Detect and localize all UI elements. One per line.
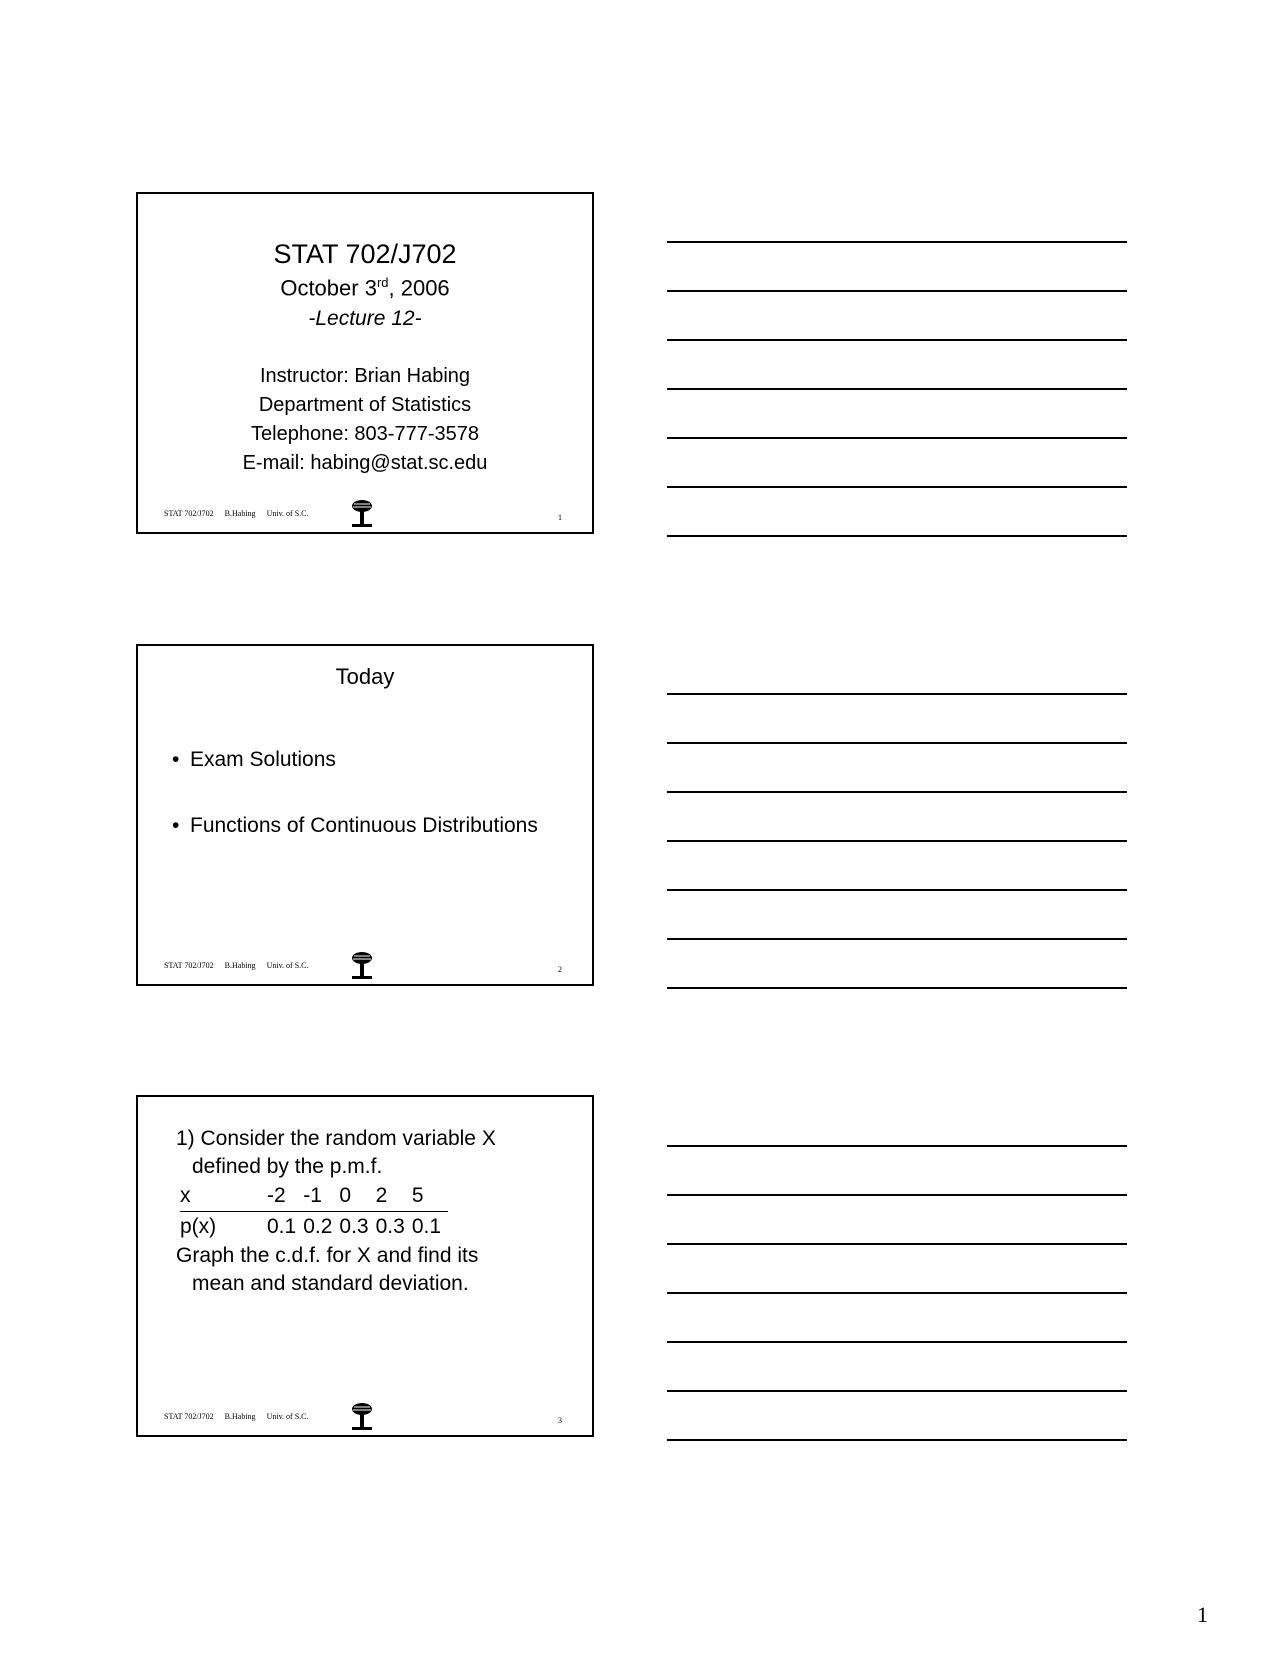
note-line [667,388,1127,390]
note-line [667,742,1127,744]
note-line [667,535,1127,537]
note-line [667,840,1127,842]
bullet-item: • Functions of Continuous Distributions [172,812,552,840]
problem-line: Graph the c.d.f. for X and find its [176,1244,479,1267]
slide-3 [136,1095,594,1437]
slide-footer: STAT 702/J702 B.Habing Univ. of S.C. [164,509,309,518]
note-line [667,1243,1127,1245]
page-number: 1 [1197,1602,1208,1627]
problem-line: 1) Consider the random variable X [176,1127,496,1150]
table-cell: 0 [339,1181,375,1212]
table-cell: 5 [412,1181,448,1212]
note-line [667,987,1127,989]
table-cell: 0.2 [303,1215,333,1238]
slide-2 [136,644,594,986]
department-line: Department of Statistics [258,394,472,416]
table-row [180,1212,448,1243]
table-cell: 2 [376,1181,412,1212]
p-label: p(x) [180,1215,217,1238]
problem-line: defined by the p.m.f. [192,1155,383,1178]
table-cell: -2 [267,1181,303,1212]
slide-footer: STAT 702/J702 B.Habing Univ. of S.C. [164,961,309,970]
note-line [667,1341,1127,1343]
pmf-table [180,1181,448,1242]
palmetto-logo-icon [348,498,376,530]
x-label: x [180,1181,267,1212]
table-cell: 0.1 [267,1215,297,1238]
table-cell: 0.3 [375,1215,405,1238]
note-line [667,486,1127,488]
note-line [667,1390,1127,1392]
note-line [667,1194,1127,1196]
lecture-number: -Lecture 12- [308,307,422,330]
bullet-list [172,746,552,878]
palmetto-logo-icon [348,950,376,982]
telephone-line: Telephone: 803-777-3578 [251,423,479,445]
note-line [667,693,1127,695]
slide-title: STAT 702/J702 [273,239,457,269]
note-line [667,938,1127,940]
slide-heading: Today [335,664,395,689]
note-line [667,1439,1127,1441]
instructor-line: Instructor: Brian Habing [259,365,471,387]
note-line [667,1292,1127,1294]
instructor-info [138,362,592,478]
slide-number: 3 [558,1416,562,1425]
slide-1 [136,192,594,534]
slide-number: 2 [558,965,562,974]
problem-line: mean and standard deviation. [192,1272,469,1295]
table-cell: 0.1 [411,1215,442,1238]
table-cell: -1 [303,1181,339,1212]
bullet-item: • Exam Solutions [172,746,552,774]
slide-date: October 3rd, 2006 [280,275,450,301]
table-row [180,1181,448,1212]
palmetto-logo-icon [348,1401,376,1433]
table-cell: 0.3 [339,1215,369,1238]
email-line: E-mail: habing@stat.sc.edu [242,452,488,474]
note-line [667,791,1127,793]
note-line [667,889,1127,891]
note-line [667,437,1127,439]
problem-text [176,1125,576,1298]
note-line [667,241,1127,243]
note-line [667,1145,1127,1147]
slide-footer: STAT 702/J702 B.Habing Univ. of S.C. [164,1412,309,1421]
note-line [667,290,1127,292]
slide-number: 1 [558,513,562,522]
note-line [667,339,1127,341]
